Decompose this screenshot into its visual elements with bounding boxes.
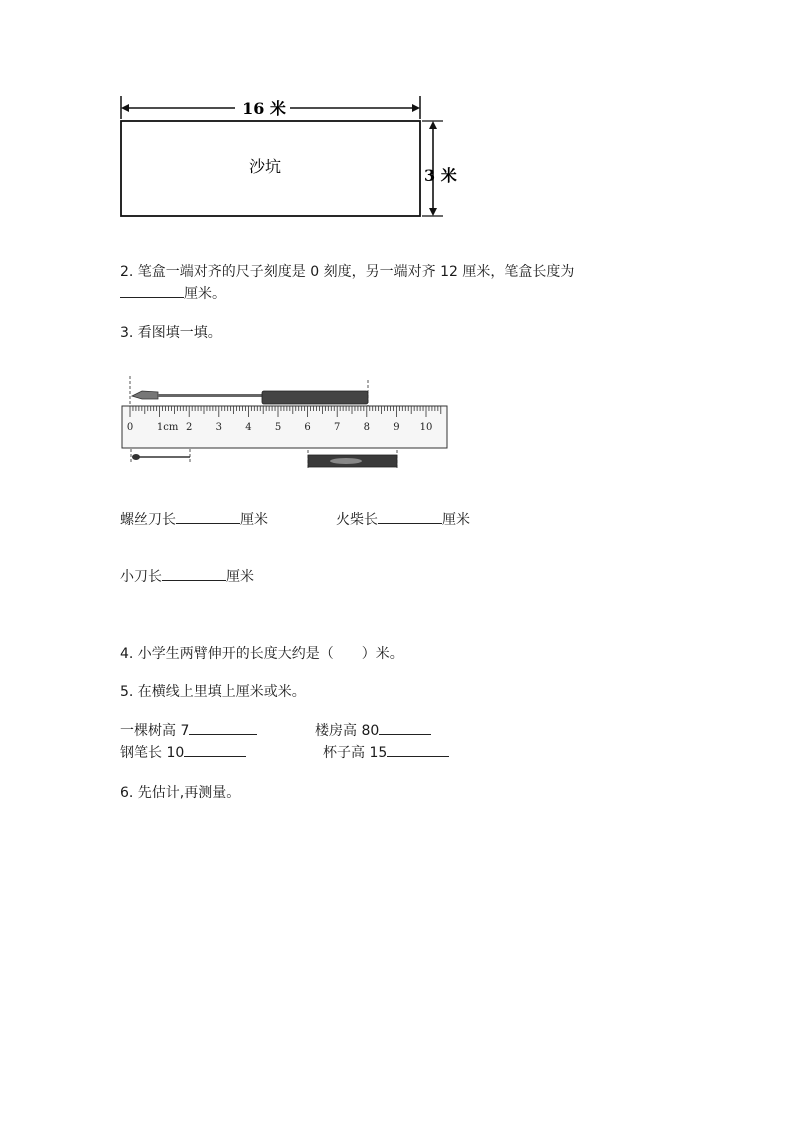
ruler-tick-label: 6 [304, 422, 311, 433]
question-2-unit: 厘米。 [184, 286, 226, 302]
question-5-title: 5. 在横线上里填上厘米或米。 [120, 684, 306, 700]
matchstick-label: 火柴长 [336, 512, 378, 528]
knife-unit: 厘米 [226, 569, 254, 585]
ruler-tick-label: 1cm [156, 422, 179, 433]
screwdriver-label: 螺丝刀长 [120, 512, 176, 528]
building-height-label: 楼房高 80 [315, 723, 380, 739]
matchstick-unit: 厘米 [442, 512, 470, 528]
answer-blank[interactable] [176, 509, 240, 524]
question-6-title: 6. 先估计,再测量。 [120, 785, 241, 801]
ruler-tick-label: 0 [126, 422, 134, 433]
question-3-title: 3. 看图填一填。 [120, 325, 222, 341]
ruler-tick-label: 9 [393, 422, 400, 433]
building-height-item [315, 720, 431, 742]
question-2-answer-line [120, 283, 226, 305]
ruler-tick-label: 5 [274, 422, 282, 433]
pen-length-item [120, 742, 246, 764]
sandpit-label: 沙坑 [248, 157, 282, 176]
question-2 [120, 261, 574, 283]
screwdriver-answer [120, 509, 268, 531]
answer-blank[interactable] [379, 720, 431, 735]
ruler-tick-label: 10 [419, 422, 433, 433]
answer-blank[interactable] [120, 283, 184, 298]
width-label: 16 米 [242, 99, 286, 118]
sandpit-figure [110, 95, 460, 225]
question-2-text: 2. 笔盒一端对齐的尺子刻度是 0 刻度，另一端对齐 12 厘米，笔盒长度为 [120, 264, 575, 280]
knife-label: 小刀长 [120, 569, 162, 585]
height-label: 3 米 [424, 166, 457, 185]
answer-blank[interactable] [184, 742, 246, 757]
ruler-tick-label: 7 [334, 422, 341, 433]
cup-height-label: 杯子高 15 [323, 745, 388, 761]
answer-blank[interactable] [189, 720, 257, 735]
ruler-image [122, 406, 447, 448]
ruler-tick-label: 8 [363, 422, 370, 433]
knife-answer [120, 566, 254, 588]
pen-length-label: 钢笔长 10 [120, 745, 185, 761]
tree-height-item [120, 720, 257, 742]
ruler-tick-label: 3 [215, 422, 222, 433]
knife-image [308, 450, 397, 470]
answer-blank[interactable] [378, 509, 442, 524]
screwdriver-unit: 厘米 [240, 512, 268, 528]
screwdriver-image [130, 376, 368, 406]
ruler-figure [118, 370, 453, 475]
ruler-tick-label: 2 [186, 422, 193, 433]
cup-height-item [323, 742, 449, 764]
matchstick-answer [336, 509, 470, 531]
tree-height-label: 一棵树高 7 [120, 723, 190, 739]
answer-blank[interactable] [162, 566, 226, 581]
matchstick-image [131, 449, 190, 464]
question-4: 4. 小学生两臂伸开的长度大约是（ ）米。 [120, 646, 404, 662]
answer-blank[interactable] [387, 742, 449, 757]
ruler-tick-label: 4 [245, 422, 252, 433]
